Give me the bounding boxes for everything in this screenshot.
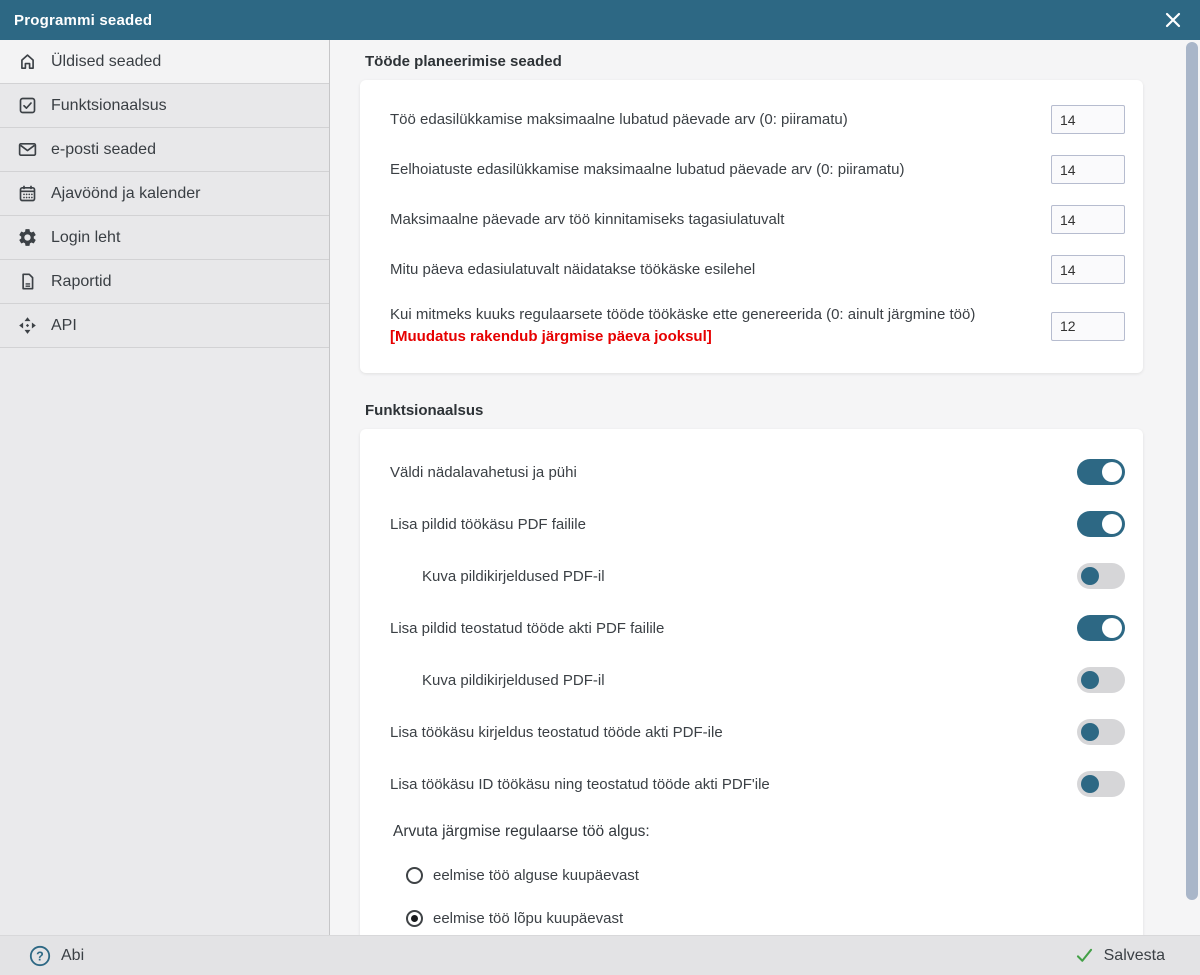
radio-option-label: eelmise töö alguse kuupäevast: [433, 867, 639, 884]
dialog-titlebar: [0, 0, 1200, 40]
document-icon: [16, 271, 38, 293]
sidebar-item-ajavoond-kalender[interactable]: [0, 172, 329, 216]
frontpage-days-input[interactable]: [1051, 255, 1125, 284]
dialog-title: Programmi seaded: [14, 11, 153, 29]
section-title-functionality: Funktsionaalsus: [365, 402, 484, 419]
avoid-weekends-toggle[interactable]: [1077, 459, 1125, 485]
help-label: Abi: [61, 946, 85, 964]
scrollbar[interactable]: [1186, 42, 1198, 933]
setting-row: [390, 105, 1125, 134]
save-label: Salvesta: [1103, 946, 1165, 964]
svg-text:?: ?: [36, 948, 44, 963]
prewarning-postpone-days-input[interactable]: [1051, 155, 1125, 184]
toggle-label: Lisa töökäsu kirjeldus teostatud tööde akti PDF-ile: [390, 723, 723, 741]
toggle-row: [390, 667, 1125, 693]
act-pdf-images-toggle[interactable]: [1077, 615, 1125, 641]
planning-card: [360, 80, 1143, 373]
setting-row: [390, 305, 1125, 347]
setting-label: Töö edasilükkamise maksimaalne lubatud päevade arv (0: piiramatu): [390, 110, 848, 128]
section-title-planning: Tööde planeerimise seaded: [365, 53, 562, 70]
toggle-knob: [1081, 567, 1099, 585]
sidebar-item-eposti-seaded[interactable]: [0, 128, 329, 172]
sidebar-item-login-leht[interactable]: [0, 216, 329, 260]
radio-group-label: Arvuta järgmise regulaarse töö algus:: [393, 823, 650, 840]
sidebar-item-uldised-seaded[interactable]: [0, 40, 329, 84]
toggle-row: [390, 511, 1125, 537]
toggle-label: Lisa pildid töökäsu PDF failile: [390, 515, 586, 533]
radio-option-start-date[interactable]: [406, 867, 1125, 884]
generate-months-ahead-input[interactable]: [1051, 312, 1125, 341]
act-pdf-description-toggle[interactable]: [1077, 719, 1125, 745]
toggle-row: [390, 719, 1125, 745]
dialog-body: [0, 40, 1200, 935]
question-circle-icon: [28, 944, 52, 968]
envelope-icon: [16, 139, 38, 161]
setting-note: [Muudatus rakendub järgmise päeva jooksul]: [390, 328, 712, 345]
toggle-label: Lisa töökäsu ID töökäsu ning teostatud tööde akti PDF'ile: [390, 775, 770, 793]
setting-label: Eelhoiatuste edasilükkamise maksimaalne lubatud päevade arv (0: piiramatu): [390, 160, 905, 178]
main-panel: [330, 40, 1200, 935]
toggle-row: [390, 771, 1125, 797]
toggle-knob: [1081, 723, 1099, 741]
check-square-icon: [16, 95, 38, 117]
radio-icon: [406, 910, 423, 927]
gear-icon: [16, 227, 38, 249]
toggle-label: Kuva pildikirjeldused PDF-il: [422, 671, 605, 689]
help-button[interactable]: [28, 944, 84, 968]
sidebar-item-raportid[interactable]: [0, 260, 329, 304]
act-pdf-captions-toggle[interactable]: [1077, 667, 1125, 693]
toggle-row: [390, 459, 1125, 485]
sidebar-item-funktsionaalsus[interactable]: [0, 84, 329, 128]
sidebar-item-label: API: [51, 316, 77, 334]
radio-option-label: eelmise töö lõpu kuupäevast: [433, 910, 624, 927]
workorder-id-pdf-toggle[interactable]: [1077, 771, 1125, 797]
setting-row: [390, 255, 1125, 284]
toggle-label: Väldi nädalavahetusi ja pühi: [390, 463, 577, 481]
sidebar-item-label: e-posti seaded: [51, 140, 156, 158]
toggle-knob: [1102, 618, 1122, 638]
toggle-knob: [1102, 462, 1122, 482]
setting-label: Mitu päeva edasiulatuvalt näidatakse töökäske esilehel: [390, 260, 756, 278]
setting-row: [390, 205, 1125, 234]
toggle-row: [390, 615, 1125, 641]
sidebar-item-label: Raportid: [51, 272, 112, 290]
toggle-knob: [1081, 775, 1099, 793]
sidebar-item-label: Ajavöönd ja kalender: [51, 184, 201, 202]
workorder-pdf-captions-toggle[interactable]: [1077, 563, 1125, 589]
workorder-pdf-images-toggle[interactable]: [1077, 511, 1125, 537]
toggle-label: Lisa pildid teostatud tööde akti PDF failile: [390, 619, 665, 637]
sidebar-item-label: Üldised seaded: [51, 52, 162, 70]
scrollbar-thumb[interactable]: [1186, 42, 1198, 900]
setting-label: Kui mitmeks kuuks regulaarsete tööde töökäske ette genereerida (0: ainult järgmine töö): [390, 306, 976, 323]
close-icon[interactable]: [1160, 7, 1186, 33]
radio-icon: [406, 867, 423, 884]
sidebar-item-api[interactable]: [0, 304, 329, 348]
home-icon: [16, 51, 38, 73]
sidebar-item-label: Login leht: [51, 228, 121, 246]
dialog-footer: [0, 935, 1200, 975]
toggle-knob: [1081, 671, 1099, 689]
sidebar-item-label: Funktsionaalsus: [51, 96, 167, 114]
functionality-card: [360, 429, 1143, 935]
calendar-icon: [16, 183, 38, 205]
confirm-backdate-days-input[interactable]: [1051, 205, 1125, 234]
setting-row: [390, 155, 1125, 184]
setting-label: Maksimaalne päevade arv töö kinnitamiseks tagasiulatuvalt: [390, 210, 785, 228]
toggle-label: Kuva pildikirjeldused PDF-il: [422, 567, 605, 585]
radio-option-end-date[interactable]: [406, 910, 1125, 927]
work-postpone-days-input[interactable]: [1051, 105, 1125, 134]
check-icon: [1074, 945, 1095, 966]
toggle-knob: [1102, 514, 1122, 534]
sidebar: [0, 40, 330, 935]
toggle-row: [390, 563, 1125, 589]
save-button[interactable]: [1074, 945, 1165, 966]
arrows-icon: [16, 315, 38, 337]
